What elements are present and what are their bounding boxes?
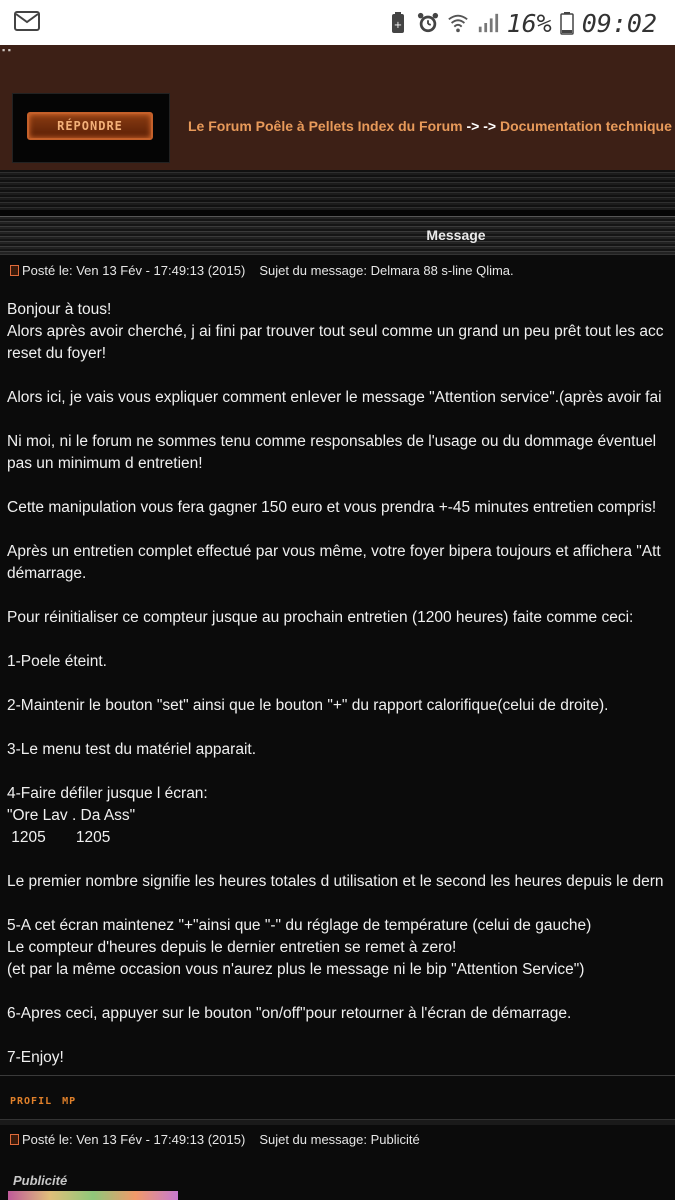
- breadcrumb-forum-index[interactable]: Le Forum Poêle à Pellets Index du Forum: [188, 118, 463, 134]
- post-paragraph: Ni moi, ni le forum ne sommes tenu comme responsables de l'usage ou du dommage éventuel pas un minimum d entretien!: [7, 433, 657, 472]
- post-meta: [10, 1132, 420, 1147]
- battery-percent: 16%: [506, 8, 552, 38]
- post-paragraph: 4-Faire défiler jusque l écran: "Ore Lav . Da Ass" 1205 1205: [7, 785, 208, 846]
- svg-text:+: +: [393, 20, 402, 31]
- post-paragraph: 6-Apres ceci, appuyer sur le bouton "on/off"pour retourner à l'écran de démarrage.: [7, 1005, 572, 1022]
- post-subject: Sujet du message: Publicité: [259, 1132, 420, 1147]
- profile-button[interactable]: PROFIL: [10, 1096, 53, 1107]
- reply-button[interactable]: RÉPONDRE: [27, 112, 153, 140]
- post-paragraph: 2-Maintenir le bouton "set" ainsi que le bouton "+" du rapport calorifique(celui de droite).: [7, 697, 609, 714]
- ad-label: Publicité: [13, 1173, 68, 1188]
- forum-post: [0, 254, 675, 1119]
- battery-saver-icon: [387, 11, 409, 35]
- battery-icon: [560, 11, 574, 35]
- post-paragraph: Cette manipulation vous fera gagner 150 euro et vous prendra +-45 minutes entretien compris!: [7, 499, 657, 516]
- post-actions: [10, 1096, 76, 1107]
- post-paragraph: 5-A cet écran maintenez "+"ainsi que "-" du réglage de température (celui de gauche) Le compteur d'heures depuis le dernier entretien se remet à zero! (et par la même occasion vous n'aurez plus le message ni le bip "Attention Service"): [7, 917, 592, 978]
- post-icon[interactable]: [10, 1134, 19, 1145]
- post-paragraph: 1-Poele éteint.: [7, 653, 107, 670]
- header-decoration: ▪ ▪: [2, 45, 11, 55]
- post-date: Posté le: Ven 13 Fév - 17:49:13 (2015): [22, 263, 246, 278]
- wifi-icon: [447, 11, 469, 35]
- post-divider: [0, 1075, 675, 1076]
- post-paragraph: 3-Le menu test du matériel apparait.: [7, 741, 256, 758]
- signal-icon: [477, 11, 499, 35]
- post-paragraph: Alors ici, je vais vous expliquer comment enlever le message "Attention service".(après avoir fai: [7, 389, 662, 406]
- alarm-icon: [417, 11, 439, 35]
- clock: 09:02: [581, 8, 657, 38]
- mail-icon: [14, 11, 40, 31]
- post-paragraph: Bonjour à tous! Alors après avoir cherché, j ai fini par trouver tout seul comme un grand un peu prêt tout les acc reset du foyer!: [7, 301, 664, 362]
- post-paragraph: Pour réinitialiser ce compteur jusque au prochain entretien (1200 heures) faite comme ceci:: [7, 609, 634, 626]
- reply-button-frame: [12, 93, 170, 163]
- post-paragraph: 7-Enjoy!: [7, 1049, 64, 1066]
- status-bar: [0, 0, 675, 45]
- post-body: [7, 299, 675, 1091]
- post-meta: [10, 263, 514, 278]
- message-column-title: Message: [426, 227, 486, 243]
- breadcrumb: [188, 118, 672, 134]
- forum-post: [0, 1125, 675, 1200]
- post-subject: Sujet du message: Delmara 88 s-line Qlima.: [259, 263, 514, 278]
- post-paragraph: Après un entretien complet effectué par vous même, votre foyer bipera toujours et affichera "Att démarrage.: [7, 543, 661, 582]
- post-date: Posté le: Ven 13 Fév - 17:49:13 (2015): [22, 1132, 246, 1147]
- private-message-button[interactable]: MP: [62, 1096, 77, 1107]
- breadcrumb-separator: -> ->: [466, 118, 497, 134]
- message-table-header: [0, 216, 675, 254]
- forum-header: [0, 45, 675, 170]
- ad-image[interactable]: [8, 1191, 178, 1200]
- post-icon[interactable]: [10, 265, 19, 276]
- breadcrumb-category[interactable]: Documentation technique: [499, 118, 672, 134]
- post-paragraph: Le premier nombre signifie les heures totales d utilisation et le second les heures depuis le dern: [7, 873, 664, 890]
- decorative-stripe: [0, 170, 675, 210]
